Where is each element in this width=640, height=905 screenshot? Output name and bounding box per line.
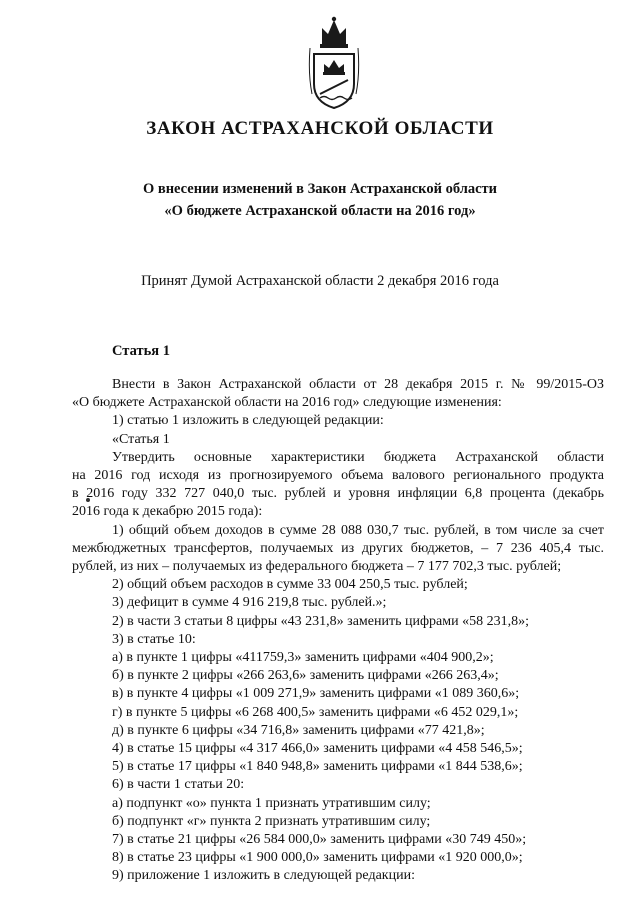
body-line: «О бюджете Астраханской области на 2016 год» следующие изменения: <box>72 395 502 411</box>
body-line: 1) общий объем доходов в сумме 28 088 030,7 тыс. рублей, в том числе за счет <box>112 522 604 538</box>
body-line: а) в пункте 1 цифры «411759,3» заменить цифрами «404 900,2»; <box>112 650 494 665</box>
coat-of-arms-icon <box>308 14 360 110</box>
body-line: а) подпункт «о» пункта 1 признать утратившим силу; <box>112 795 431 811</box>
body-line: в) в пункте 4 цифры «1 009 271,9» заменить цифрами «1 089 360,6»; <box>112 686 520 702</box>
law-subtitle-line-2: «О бюджете Астраханской области на 2016 год» <box>164 203 476 219</box>
body-line: на 2016 год исходя из прогнозируемого объема валового регионального продукта <box>72 468 604 483</box>
body-line: г) в пункте 5 цифры «6 268 400,5» заменить цифрами «6 452 029,1»; <box>112 704 519 720</box>
body-line: б) в пункте 2 цифры «266 263,6» заменить цифрами «266 263,4»; <box>112 668 499 684</box>
body-line: 3) в статье 10: <box>112 631 196 647</box>
body-line: 2016 года к декабрю 2015 года): <box>72 504 263 520</box>
body-line: 8) в статье 23 цифры «1 900 000,0» заменить цифрами «1 920 000,0»; <box>112 850 523 866</box>
law-subtitle-line-1: О внесении изменений в Закон Астраханской области <box>142 181 498 197</box>
body-line: б) подпункт «г» пункта 2 признать утратившим силу; <box>112 813 431 829</box>
body-line: 5) в статье 17 цифры «1 840 948,8» заменить цифрами «1 844 538,6»; <box>112 759 523 775</box>
body-line: 1) статью 1 изложить в следующей редакции: <box>112 413 384 429</box>
body-line: Утвердить основные характеристики бюджета Астраханской области <box>112 449 604 465</box>
body-line: Внести в Закон Астраханской области от 28 декабря 2015 г. № 99/2015-ОЗ <box>112 377 604 392</box>
body-line: 2) общий объем расходов в сумме 33 004 250,5 тыс. рублей; <box>112 577 468 593</box>
body-line: 6) в части 1 статьи 20: <box>112 777 245 793</box>
body-line: межбюджетных трансфертов, получаемых из других бюджетов, – 7 236 405,4 тыс. <box>72 540 604 556</box>
body-line: «Статья 1 <box>112 431 170 447</box>
body-line: д) в пункте 6 цифры «34 716,8» заменить цифрами «77 421,8»; <box>112 722 485 738</box>
body-line: рублей, из них – получаемых из федерального бюджета – 7 177 702,3 тыс. рублей; <box>72 559 562 574</box>
body-line: 9) приложение 1 изложить в следующей редакции: <box>112 868 415 884</box>
body-line: 2) в части 3 статьи 8 цифры «43 231,8» заменить цифрами «58 231,8»; <box>112 613 529 629</box>
body-line: 3) дефицит в сумме 4 916 219,8 тыс. рублей.»; <box>112 595 387 611</box>
law-title: ЗАКОН АСТРАХАНСКОЙ ОБЛАСТИ <box>146 118 494 139</box>
article-heading: Статья 1 <box>112 343 170 359</box>
body-line: 7) в статье 21 цифры «26 584 000,0» заменить цифрами «30 749 450»; <box>112 832 527 847</box>
adoption-statement: Принят Думой Астраханской области 2 декабря 2016 года <box>141 273 499 289</box>
body-line: в 2016 году 332 727 040,0 тыс. рублей и уровня инфляции 6,8 процента (декабрь <box>72 486 604 502</box>
body-line: 4) в статье 15 цифры «4 317 466,0» заменить цифрами «4 458 546,5»; <box>112 741 523 756</box>
